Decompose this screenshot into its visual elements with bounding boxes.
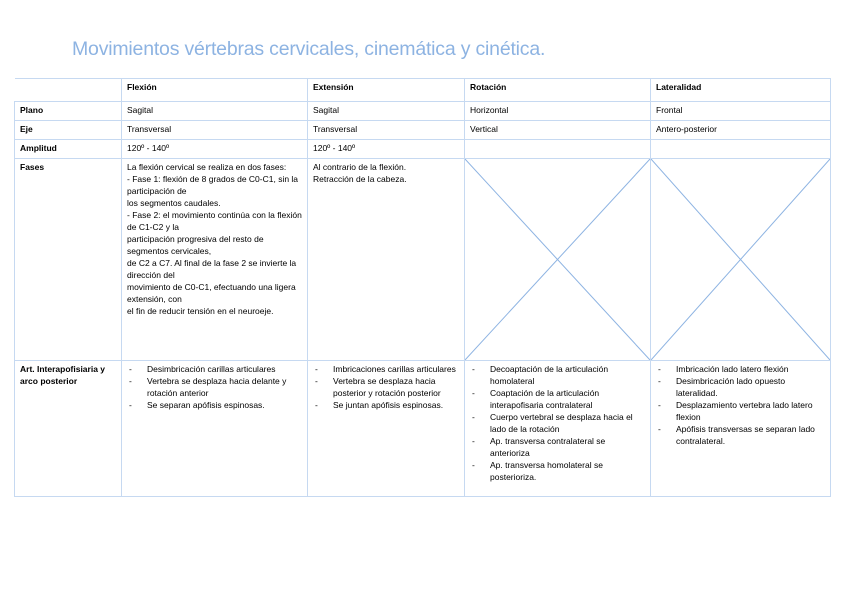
cell-fases-lateralidad-crossed <box>651 159 831 361</box>
list-item: - Vertebra se desplaza hacia delante y rotación anterior <box>127 375 303 399</box>
row-label-plano: Plano <box>15 102 122 121</box>
cell-amplitud-lateralidad <box>651 140 831 159</box>
cell-art-rotacion <box>465 361 651 497</box>
fases-flexion-line: - Fase 2: el movimiento continúa con la flexión de C1-C2 y la <box>127 210 302 232</box>
art-lateralidad-list <box>656 363 826 447</box>
list-item: - Vertebra se desplaza hacia posterior y rotación posterior <box>313 375 460 399</box>
cell-plano-lateralidad: Frontal <box>651 102 831 121</box>
list-item: - Coaptación de la articulación interapofisaria contralateral <box>470 387 646 411</box>
header-empty <box>15 79 122 102</box>
table-row-amplitud <box>15 140 831 159</box>
cell-art-flexion <box>122 361 308 497</box>
cell-eje-flexion: Transversal <box>122 121 308 140</box>
fases-flexion-line: La flexión cervical se realiza en dos fases: <box>127 162 287 172</box>
fases-flexion-line: el fin de reducir tensión en el neuroeje. <box>127 306 274 316</box>
cross-out-mark <box>465 159 650 360</box>
header-flexion: Flexión <box>122 79 308 102</box>
row-label-amplitud: Amplitud <box>15 140 122 159</box>
cell-eje-extension: Transversal <box>308 121 465 140</box>
list-item: - Imbricaciones carillas articulares <box>313 363 460 375</box>
table-header-row <box>15 79 831 102</box>
cell-eje-lateralidad: Antero-posterior <box>651 121 831 140</box>
art-extension-list <box>313 363 460 411</box>
row-label-fases: Fases <box>15 159 122 361</box>
table-row-plano <box>15 102 831 121</box>
cell-art-lateralidad <box>651 361 831 497</box>
list-item: - Se separan apófisis espinosas. <box>127 399 303 411</box>
list-item: - Imbricación lado latero flexión <box>656 363 826 375</box>
fases-flexion-line: los segmentos caudales. <box>127 198 221 208</box>
fases-flexion-line: participación progresiva del resto de segmentos cervicales, <box>127 234 264 256</box>
header-lateralidad: Lateralidad <box>651 79 831 102</box>
list-item: - Decoaptación de la articulación homolateral <box>470 363 646 387</box>
fases-extension-line: Al contrario de la flexión. <box>313 162 407 172</box>
cell-plano-flexion: Sagital <box>122 102 308 121</box>
row-label-art: Art. Interapofisiaria y arco posterior <box>15 361 122 497</box>
table-row-fases <box>15 159 831 361</box>
list-item: - Desimbricación carillas articulares <box>127 363 303 375</box>
row-label-eje: Eje <box>15 121 122 140</box>
list-item: - Apófisis transversas se separan lado contralateral. <box>656 423 826 447</box>
table-row-art <box>15 361 831 497</box>
cell-art-extension <box>308 361 465 497</box>
art-rotacion-list <box>470 363 646 483</box>
cell-plano-rotacion: Horizontal <box>465 102 651 121</box>
cell-fases-rotacion-crossed <box>465 159 651 361</box>
cell-eje-rotacion: Vertical <box>465 121 651 140</box>
fases-flexion-line: movimiento de C0-C1, efectuando una ligera extensión, con <box>127 282 296 304</box>
list-item: - Ap. transversa contralateral se anterioriza <box>470 435 646 459</box>
cell-fases-extension <box>308 159 465 361</box>
cell-fases-flexion <box>122 159 308 361</box>
list-item: - Desplazamiento vertebra lado latero flexion <box>656 399 826 423</box>
cell-amplitud-flexion: 120º - 140º <box>122 140 308 159</box>
cell-plano-extension: Sagital <box>308 102 465 121</box>
cell-amplitud-extension: 120º - 140º <box>308 140 465 159</box>
list-item: - Desimbricación lado opuesto lateralidad. <box>656 375 826 399</box>
list-item: - Ap. transversa homolateral se posterioriza. <box>470 459 646 483</box>
fases-extension-line: Retracción de la cabeza. <box>313 174 407 184</box>
cell-amplitud-rotacion <box>465 140 651 159</box>
header-rotacion: Rotación <box>465 79 651 102</box>
movements-table <box>14 78 831 497</box>
list-item: - Se juntan apófisis espinosas. <box>313 399 460 411</box>
document-title: Movimientos vértebras cervicales, cinemática y cinética. <box>72 38 546 60</box>
list-item: - Cuerpo vertebral se desplaza hacia el lado de la rotación <box>470 411 646 435</box>
art-flexion-list <box>127 363 303 411</box>
header-extension: Extensión <box>308 79 465 102</box>
fases-flexion-line: de C2 a C7. Al final de la fase 2 se invierte la dirección del <box>127 258 297 280</box>
fases-flexion-line: - Fase 1: flexión de 8 grados de C0-C1, sin la participación de <box>127 174 299 196</box>
table-row-eje <box>15 121 831 140</box>
cross-out-mark <box>651 159 830 360</box>
